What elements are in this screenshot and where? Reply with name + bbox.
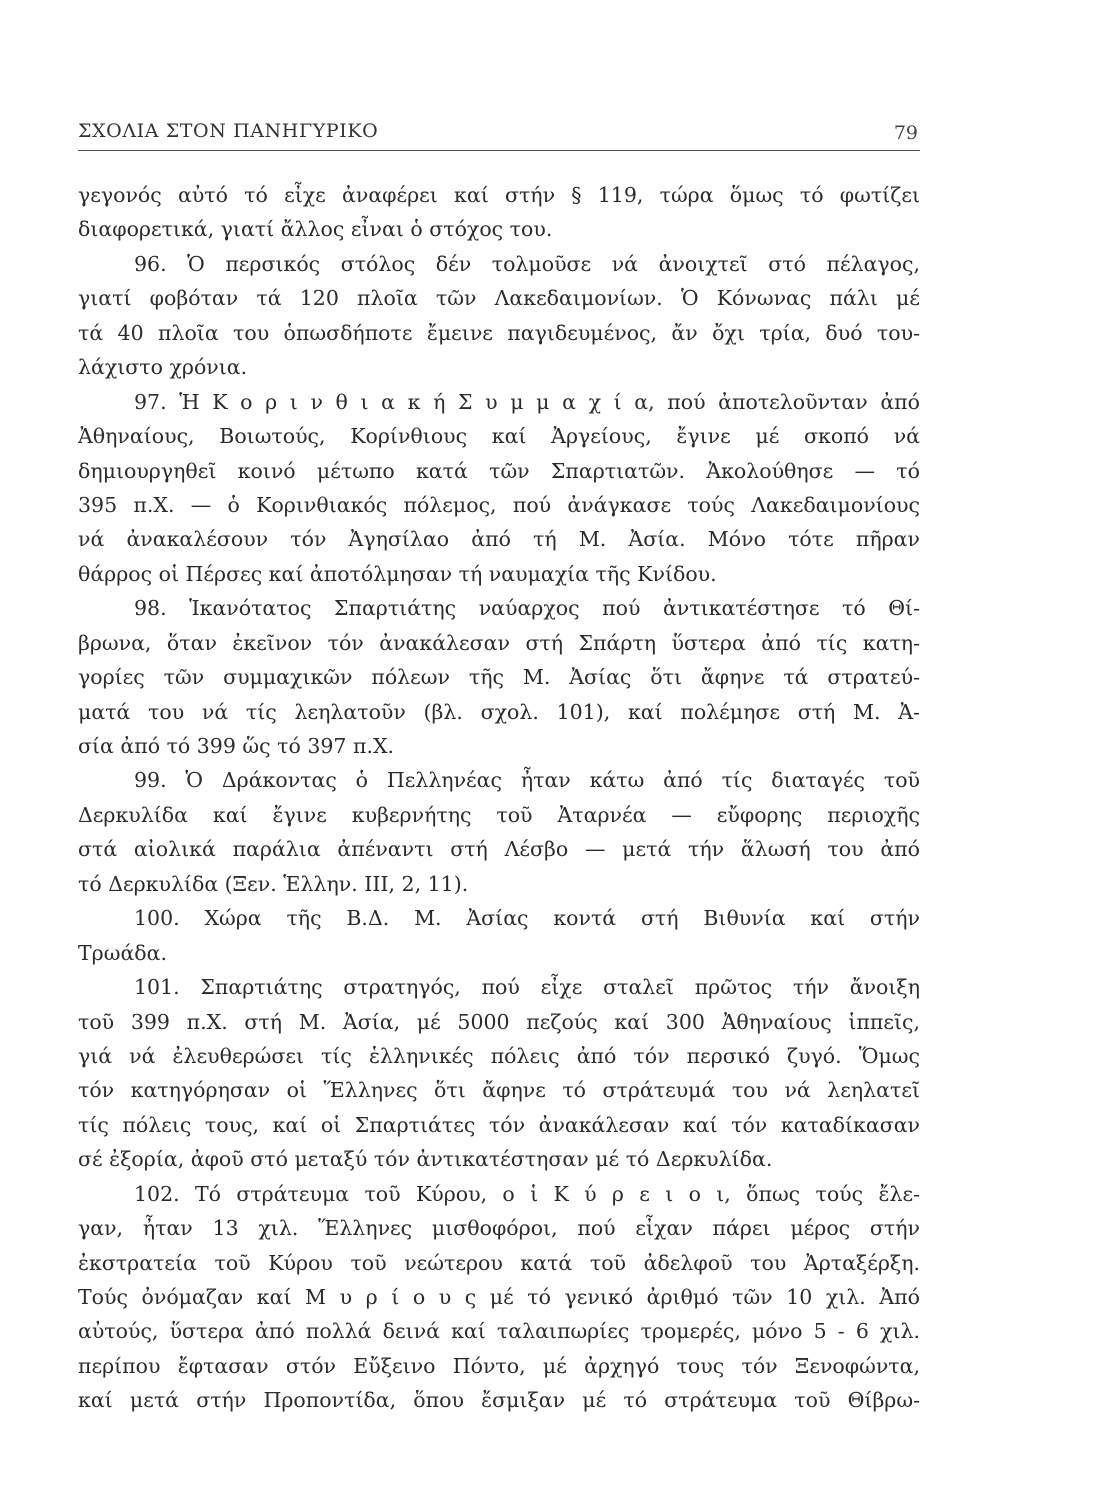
text-line: αὐτούς, ὕστερα ἀπό πολλά δεινά καί ταλαιπωρίες τρομερές, μόνο 5 - 6 χιλ. (78, 1319, 920, 1344)
text-line: 98. Ἱκανότατος Σπαρτιάτης ναύαρχος πού ἀντικατέστησε τό Θί- (134, 596, 920, 621)
text-line: 101. Σπαρτιάτης στρατηγός, πού εἶχε σταλεῖ πρῶτος τήν ἄνοιξη (134, 975, 920, 1000)
text-line: καί μετά στήν Προποντίδα, ὅπου ἔσμιξαν μέ τό στράτευμα τοῦ Θίβρω- (78, 1388, 920, 1413)
running-header-title: ΣΧΟΛΙΑ ΣΤΟΝ ΠΑΝΗΓΥΡΙΚΟ (78, 120, 379, 142)
text-line: σία ἀπό τό 399 ὥς τό 397 π.Χ. (78, 734, 395, 758)
text-line: νά ἀνακαλέσουν τόν Ἀγησίλαο ἀπό τή Μ. Ἀσία. Μόνο τότε πῆραν (78, 527, 920, 552)
text-line: θάρρος οἱ Πέρσες καί ἀποτόλμησαν τή ναυμαχία τῆς Κνίδου. (78, 561, 717, 586)
text-line: Τούς ὀνόμαζαν καί Μ υ ρ ί ο υ ς μέ τό γενικό ἀριθμό τῶν 10 χιλ. Ἀπό (78, 1285, 920, 1309)
text-line: δημιουργηθεῖ κοινό μέτωπο κατά τῶν Σπαρτιατῶν. Ἀκολούθησε — τό (78, 458, 920, 483)
text-line: γαν, ἦταν 13 χιλ. Ἕλληνες μισθοφόροι, πού εἶχαν πάρει μέρος στήν (78, 1216, 920, 1241)
body-text (78, 178, 920, 1418)
text-line: ματά του νά τίς λεηλατοῦν (βλ. σχολ. 101), καί πολέμησε στή Μ. Ἀ- (78, 699, 920, 724)
text-line: σέ ἐξορία, ἀφοῦ στό μεταξύ τόν ἀντικατέστησαν μέ τό Δερκυλίδα. (78, 1147, 773, 1172)
text-line: 96. Ὁ περσικός στόλος δέν τολμοῦσε νά ἀνοιχτεῖ στό πέλαγος, (134, 251, 920, 276)
text-line: γορίες τῶν συμμαχικῶν πόλεων τῆς Μ. Ἀσίας ὅτι ἄφηνε τά στρατεύ- (78, 665, 920, 690)
text-line: 97. Ἡ Κ ο ρ ι ν θ ι α κ ή Σ υ μ μ α χ ί α, πού ἀποτελοῦνταν ἀπό (134, 389, 920, 414)
text-line: διαφορετικά, γιατί ἄλλος εἶναι ὁ στόχος του. (78, 217, 553, 242)
text-line: λάχιστο χρόνια. (78, 355, 248, 380)
text-line: 102. Τό στράτευμα τοῦ Κύρου, ο ἱ Κ ύ ρ ε ι ο ι, ὅπως τούς ἔλε- (134, 1181, 920, 1206)
text-line: 99. Ὁ Δράκοντας ὁ Πελληνέας ἦταν κάτω ἀπό τίς διαταγές τοῦ (134, 768, 920, 793)
running-header (78, 120, 920, 150)
text-line: τόν κατηγόρησαν οἱ Ἕλληνες ὅτι ἄφηνε τό στράτευμά του νά λεηλατεῖ (78, 1078, 920, 1103)
header-rule (78, 150, 920, 151)
text-line: γιά νά ἐλευθερώσει τίς ἑλληνικές πόλεις ἀπό τόν περσικό ζυγό. Ὅμως (78, 1043, 920, 1068)
text-line: στά αἰολικά παράλια ἀπέναντι στή Λέσβο — μετά τήν ἅλωσή του ἀπό (78, 837, 920, 862)
text-line: Δερκυλίδα καί ἔγινε κυβερνήτης τοῦ Ἀταρνέα — εὔφορης περιοχῆς (78, 802, 920, 827)
text-line: τά 40 πλοῖα του ὁπωσδήποτε ἔμεινε παγιδευμένος, ἄν ὄχι τρία, δυό του- (78, 320, 920, 345)
text-line: βρωνα, ὅταν ἐκεῖνον τόν ἀνακάλεσαν στή Σπάρτη ὕστερα ἀπό τίς κατη- (78, 630, 920, 655)
text-line: 395 π.Χ. — ὁ Κορινθιακός πόλεμος, πού ἀνάγκασε τούς Λακεδαιμονίους (78, 492, 920, 517)
text-line: γιατί φοβόταν τά 120 πλοῖα τῶν Λακεδαιμονίων. Ὁ Κόνωνας πάλι μέ (78, 286, 920, 311)
page-number: 79 (893, 122, 918, 144)
text-line: Ἀθηναίους, Βοιωτούς, Κορίνθιους καί Ἀργείους, ἔγινε μέ σκοπό νά (78, 424, 920, 449)
text-line: τίς πόλεις τους, καί οἱ Σπαρτιάτες τόν ἀνακάλεσαν καί τόν καταδίκασαν (78, 1112, 920, 1137)
text-line: ἐκστρατεία τοῦ Κύρου τοῦ νεώτερου κατά τοῦ ἀδελφοῦ του Ἀρταξέρξη. (78, 1250, 920, 1275)
text-line: περίπου ἔφτασαν στόν Εὔξεινο Πόντο, μέ ἀρχηγό τους τόν Ξενοφώντα, (78, 1353, 920, 1378)
text-line: Τρωάδα. (78, 940, 167, 965)
text-line: τό Δερκυλίδα (Ξεν. Ἑλλην. III, 2, 11). (78, 871, 469, 896)
text-line: τοῦ 399 π.Χ. στή Μ. Ἀσία, μέ 5000 πεζούς καί 300 Ἀθηναίους ἱππεῖς, (78, 1009, 920, 1034)
text-line: 100. Χώρα τῆς Β.Δ. Μ. Ἀσίας κοντά στή Βιθυνία καί στήν (134, 906, 920, 931)
text-line: γεγονός αὐτό τό εἶχε ἀναφέρει καί στήν § 119, τώρα ὅμως τό φωτίζει (78, 183, 920, 207)
